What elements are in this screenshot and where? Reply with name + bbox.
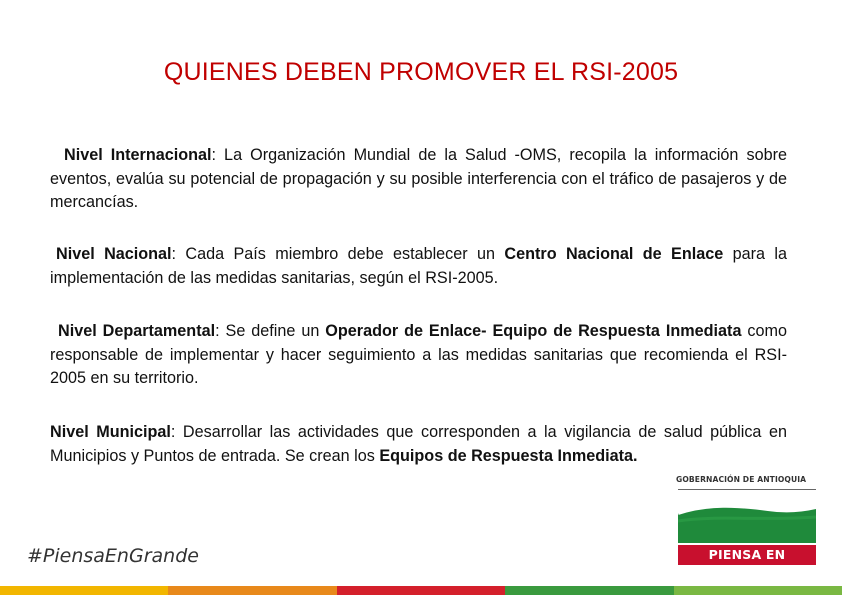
stripe-segment	[337, 586, 505, 595]
paragraph-departmental	[50, 320, 787, 391]
label-international: Nivel Internacional	[64, 146, 212, 164]
label-municipal: Nivel Municipal	[50, 423, 171, 441]
bold-national: Centro Nacional de Enlace	[504, 245, 724, 263]
stripe-segment	[674, 586, 842, 595]
stripe-segment	[505, 586, 673, 595]
stripe-segment	[168, 586, 336, 595]
hashtag-text: #PiensaEnGrande	[27, 545, 199, 567]
text-departmental-after: como responsable de implementar y hacer seguimiento a las medidas sanitarias que recomienda el RSI-2005 en su territorio.	[50, 322, 787, 387]
paragraph-international	[50, 144, 787, 215]
flag-icon	[678, 491, 816, 543]
paragraph-national	[50, 243, 787, 290]
bold-municipal: Equipos de Respuesta Inmediata.	[379, 446, 638, 465]
paragraph-municipal	[50, 421, 787, 468]
label-departmental: Nivel Departamental	[58, 322, 216, 340]
footer-color-stripe	[0, 586, 842, 595]
text-departmental-before: : Se define un	[215, 322, 326, 340]
logo-top-text: GOBERNACIÓN DE ANTIOQUIA	[676, 475, 807, 484]
stripe-segment	[0, 586, 168, 595]
logo-banner: PIENSA EN GRANDE	[678, 545, 816, 565]
slide-title: QUIENES DEBEN PROMOVER EL RSI-2005	[163, 58, 679, 86]
bold-departmental: Operador de Enlace- Equipo de Respuesta Inmediata	[325, 322, 742, 340]
text-municipal-before: : Desarrollar las actividades que corresponden a la vigilancia de salud pública en Municipios y Puntos de entrada. Se crean los	[50, 423, 787, 465]
text-international: : La Organización Mundial de la Salud -OMS, recopila la información sobre eventos, evalúa su potencial de propagación y su posible interferencia con el tráfico de pasajeros y de mercancías.	[50, 146, 787, 211]
text-national-before: : Cada País miembro debe establecer un	[171, 245, 505, 263]
text-national-after: para la implementación de las medidas sanitarias, según el RSI-2005.	[50, 245, 788, 287]
logo-divider	[678, 489, 816, 490]
label-national: Nivel Nacional	[56, 245, 172, 263]
gobernacion-logo	[676, 475, 818, 582]
